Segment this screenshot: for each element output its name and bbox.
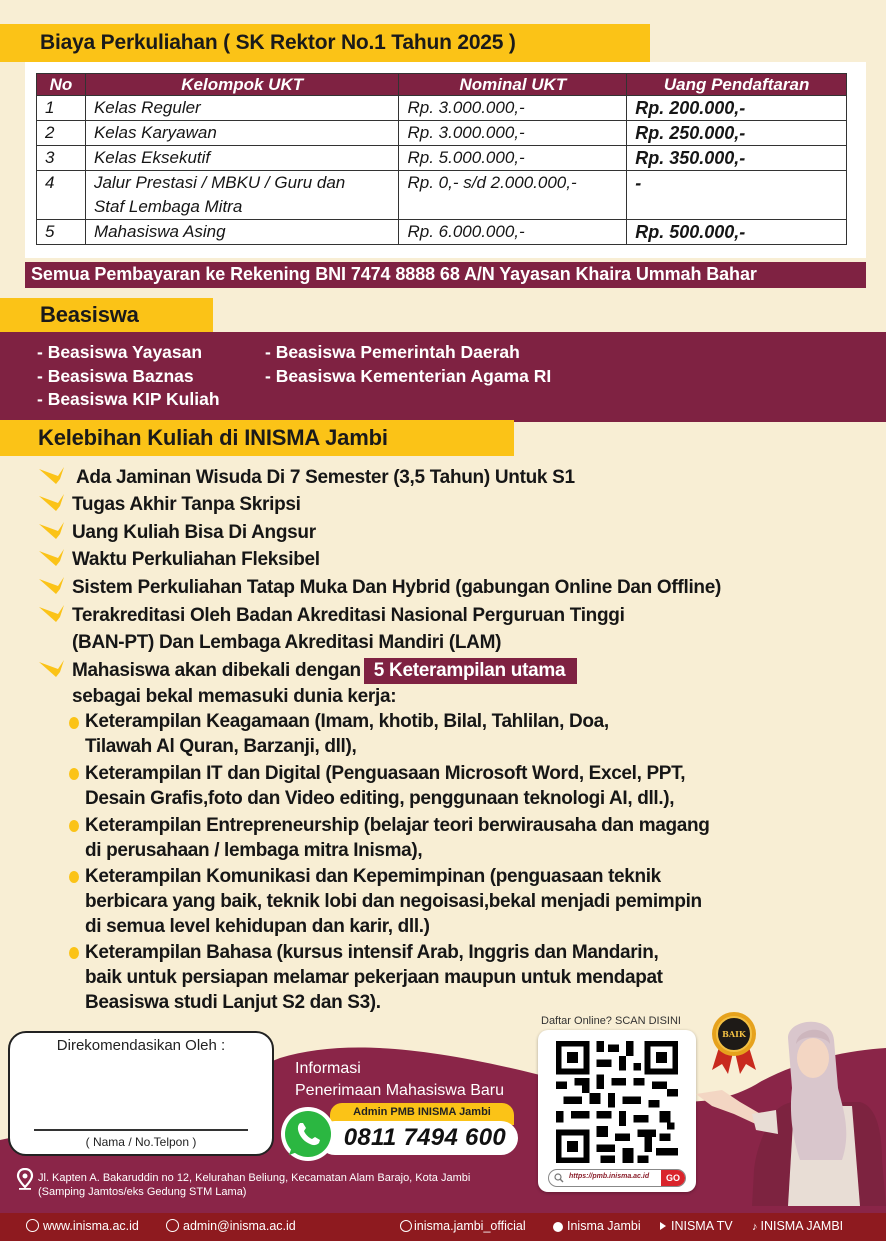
qr-card[interactable] <box>538 1030 696 1192</box>
chevron-check-icon <box>38 577 70 595</box>
cell-nominal: Rp. 6.000.000,- <box>399 220 627 245</box>
recommendation-subtitle: ( Nama / No.Telpon ) <box>85 1135 197 1149</box>
col-header-group: Kelompok UKT <box>85 74 399 96</box>
skills-highlight: 5 Keterampilan utama <box>364 658 577 684</box>
col-header-no: No <box>37 74 86 96</box>
globe-icon <box>26 1219 39 1232</box>
advantage-item: Sistem Perkuliahan Tatap Muka Dan Hybrid (gabungan Online Dan Offline) <box>38 575 721 601</box>
recommendation-title: Direkomendasikan Oleh : <box>56 1037 226 1054</box>
chevron-check-icon <box>38 660 70 678</box>
fees-title: Biaya Perkuliahan ( SK Rektor No.1 Tahun 2025 ) <box>40 31 516 54</box>
table-row <box>37 171 847 220</box>
cell-registration: Rp. 350.000,- <box>627 146 847 171</box>
skill-item: Keterampilan IT dan Digital (Penguasaan Microsoft Word, Excel, PPT, Desain Grafis,foto dan Video editing, penggunaan teknologi AI, dll.), <box>85 763 686 809</box>
accreditation-badge-icon <box>708 1010 760 1075</box>
beasiswa-section-header <box>0 298 213 332</box>
beasiswa-item: - Beasiswa Baznas <box>37 366 194 386</box>
chevron-check-icon <box>38 467 70 485</box>
bullet-dot-icon <box>69 768 79 780</box>
skill-item: Keterampilan Keagamaan (Imam, khotib, Bilal, Tahlilan, Doa, Tilawah Al Quran, Barzanji, dll), <box>85 711 609 757</box>
cell-nominal: Rp. 5.000.000,- <box>399 146 627 171</box>
table-header-row <box>37 74 847 96</box>
facebook-icon <box>553 1222 563 1232</box>
cell-group: Mahasiswa Asing <box>85 220 399 245</box>
footer-email[interactable]: admin@inisma.ac.id <box>166 1219 296 1233</box>
admin-label: Admin PMB INISMA Jambi <box>353 1106 491 1118</box>
address-line2: (Samping Jamtos/eks Gedung STM Lama) <box>38 1186 247 1198</box>
cell-no: 5 <box>37 220 86 245</box>
beasiswa-item: - Beasiswa Yayasan <box>37 342 203 362</box>
info-heading: Informasi <box>295 1060 361 1077</box>
payment-note-bar <box>25 262 866 288</box>
advantage-item: Tugas Akhir Tanpa Skripsi <box>38 492 301 518</box>
tiktok-icon: ♪ <box>752 1221 758 1233</box>
advantage-item: Ada Jaminan Wisuda Di 7 Semester (3,5 Tahun) Untuk S1 <box>38 465 575 491</box>
bullet-dot-icon <box>69 717 79 729</box>
cell-nominal: Rp. 0,- s/d 2.000.000,- <box>399 171 627 220</box>
skill-item: Keterampilan Entrepreneurship (belajar teori berwirausaha dan magang di perusahaan / lembaga mitra Inisma), <box>85 815 710 861</box>
col-header-nominal: Nominal UKT <box>399 74 627 96</box>
phone-pill[interactable] <box>318 1121 518 1155</box>
fees-table <box>36 73 847 245</box>
cell-registration: Rp. 200.000,- <box>627 96 847 121</box>
skill-item: Keterampilan Komunikasi dan Kepemimpinan (penguasaan teknik berbicara yang baik, teknik lobi dan negoisasi,bekal menjadi pemimpin di semua level kehidupan dan karir, dll.) <box>85 866 702 937</box>
advantage-item: Terakreditasi Oleh Badan Akreditasi Nasional Perguruan Tinggi <box>38 603 625 629</box>
cell-no: 4 <box>37 171 86 220</box>
footer-instagram[interactable]: inisma.jambi_official <box>400 1219 526 1233</box>
footer-tiktok[interactable]: ♪ INISMA JAMBI <box>752 1219 844 1233</box>
badge-text: BAIK <box>722 1029 746 1039</box>
cell-group: Kelas Karyawan <box>85 121 399 146</box>
cell-no: 3 <box>37 146 86 171</box>
email-icon <box>166 1219 179 1232</box>
beasiswa-item: - Beasiswa Pemerintah Daerah <box>265 342 520 362</box>
cell-registration: Rp. 250.000,- <box>627 121 847 146</box>
kelebihan-section-header <box>0 420 514 456</box>
bullet-dot-icon <box>69 947 79 959</box>
fees-section-header <box>0 24 650 62</box>
address-line1: Jl. Kapten A. Bakaruddin no 12, Kelurahan Beliung, Kecamatan Alam Barajo, Kota Jambi <box>38 1172 471 1184</box>
advantage-item-continuation: (BAN-PT) Dan Lembaga Akreditasi Mandiri (LAM) <box>72 632 502 653</box>
footer-youtube[interactable]: INISMA TV <box>660 1219 733 1233</box>
cell-registration: Rp. 500.000,- <box>627 220 847 245</box>
scan-label: Daftar Online? SCAN DISINI <box>541 1015 681 1027</box>
url-search-bar[interactable] <box>548 1169 686 1187</box>
cell-group <box>85 171 399 220</box>
cell-group-line2: Staf Lembaga Mitra <box>93 197 243 216</box>
registration-url[interactable]: https://pmb.inisma.ac.id <box>569 1173 650 1180</box>
phone-number[interactable]: 0811 7494 600 <box>343 1124 506 1151</box>
signature-line <box>34 1129 248 1131</box>
cell-group: Kelas Reguler <box>85 96 399 121</box>
cell-registration: - <box>627 171 847 220</box>
advantage-item-continuation: sebagai bekal memasuki dunia kerja: <box>72 686 397 707</box>
chevron-check-icon <box>38 494 70 512</box>
location-pin-icon <box>16 1168 34 1190</box>
info-subheading: Penerimaan Mahasiswa Baru <box>295 1082 504 1099</box>
table-row <box>37 220 847 245</box>
footer-bar <box>0 1213 886 1241</box>
fees-table-card <box>25 62 866 258</box>
advantage-item: Waktu Perkuliahan Fleksibel <box>38 547 320 573</box>
cell-group-line1: Jalur Prestasi / MBKU / Guru dan <box>93 173 346 192</box>
skill-item: Keterampilan Bahasa (kursus intensif Arab, Inggris dan Mandarin, baik untuk persiapan melamar pekerjaan maupun untuk mendapat Beasiswa studi Lanjut S2 dan S3). <box>85 942 663 1013</box>
beasiswa-item: - Beasiswa KIP Kuliah <box>37 389 220 409</box>
whatsapp-icon[interactable] <box>280 1106 336 1162</box>
table-row <box>37 121 847 146</box>
col-header-registration: Uang Pendaftaran <box>627 74 847 96</box>
chevron-check-icon <box>38 605 70 623</box>
recommendation-box <box>8 1031 274 1156</box>
search-icon <box>554 1173 564 1183</box>
beasiswa-list <box>0 332 886 422</box>
go-button[interactable]: GO <box>661 1170 685 1186</box>
advantage-item: Mahasiswa akan dibekali dengan 5 Keterampilan utama <box>38 658 577 684</box>
bullet-dot-icon <box>69 871 79 883</box>
cell-no: 2 <box>37 121 86 146</box>
chevron-check-icon <box>38 549 70 567</box>
footer-website[interactable]: www.inisma.ac.id <box>26 1219 139 1233</box>
cell-no: 1 <box>37 96 86 121</box>
table-row <box>37 96 847 121</box>
beasiswa-item: - Beasiswa Kementerian Agama RI <box>265 366 552 386</box>
cell-nominal: Rp. 3.000.000,- <box>399 121 627 146</box>
beasiswa-title: Beasiswa <box>40 302 139 327</box>
cell-nominal: Rp. 3.000.000,- <box>399 96 627 121</box>
youtube-icon <box>660 1222 666 1230</box>
qr-code-icon[interactable] <box>551 1041 683 1163</box>
advantage-item: Uang Kuliah Bisa Di Angsur <box>38 520 316 546</box>
table-row <box>37 146 847 171</box>
footer-facebook[interactable]: Inisma Jambi <box>553 1219 641 1233</box>
chevron-check-icon <box>38 522 70 540</box>
instagram-icon <box>400 1220 412 1232</box>
payment-note: Semua Pembayaran ke Rekening BNI 7474 8888 68 A/N Yayasan Khaira Ummah Bahar <box>31 264 757 284</box>
cell-group: Kelas Eksekutif <box>85 146 399 171</box>
bullet-dot-icon <box>69 820 79 832</box>
kelebihan-title: Kelebihan Kuliah di INISMA Jambi <box>38 425 388 450</box>
